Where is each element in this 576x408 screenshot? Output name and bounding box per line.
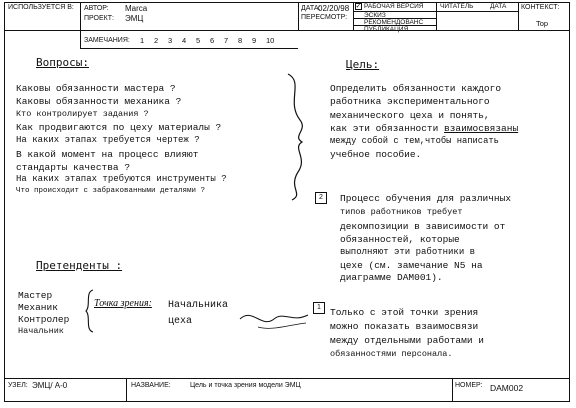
project-value: ЭМЦ [125, 14, 144, 23]
note-1-line: можно показать взаимосвязи [330, 321, 479, 332]
name-value: Цель и точка зрения модели ЭМЦ [190, 382, 301, 389]
note-number[interactable]: 1 [140, 36, 145, 45]
header-divider-1 [80, 2, 81, 31]
question-item: На каких этапах требуются инструменты ? [16, 174, 227, 184]
goal-line: работника экспериментального [330, 96, 490, 107]
node-value: ЭМЦ/ A-0 [32, 381, 68, 390]
context-value: Top [536, 19, 549, 28]
note-number[interactable]: 4 [182, 36, 187, 45]
candidate-item: Мастер [18, 290, 53, 301]
note-number[interactable]: 6 [210, 36, 215, 45]
candidate-item: Механик [18, 302, 58, 313]
question-item: Как продвигаются по цеху материалы ? [16, 122, 222, 133]
note-number[interactable]: 3 [168, 36, 173, 45]
goal-underlined-word: взаимосвязаны [444, 123, 519, 134]
question-item: Каковы обязанности мастера ? [16, 83, 176, 94]
viewpoint-value: Начальника [168, 300, 229, 311]
candidate-item: Контролер [18, 314, 70, 325]
goal-line: как эти обязанности [330, 123, 439, 134]
header-divider-3 [518, 2, 519, 31]
note-2-line: цехе (см. замечание N5 на [340, 260, 483, 271]
goal-line: между собой с тем,чтобы написать [330, 136, 499, 146]
status-recommended: РЕКОМЕНДОВАНС [364, 19, 424, 26]
note-2-marker[interactable]: 2 [315, 192, 327, 204]
questions-brace [282, 72, 312, 202]
context-label: КОНТЕКСТ: [521, 4, 560, 11]
author-value: Marca [125, 4, 148, 13]
note-2-line: обязанностей, которые [340, 234, 460, 245]
date-value: 02/20/98 [318, 4, 350, 13]
footer-top-rule [4, 378, 570, 379]
viewpoint-value: цеха [168, 316, 193, 327]
footer-divider-1 [126, 378, 127, 402]
number-label: НОМЕР: [455, 382, 483, 389]
check-mark-icon: ✓ [356, 1, 361, 10]
notes-numbers [140, 36, 280, 45]
questions-title: Вопросы: [36, 56, 89, 69]
note-2-line: диаграмме DAM001). [340, 272, 443, 283]
notes-left-rule [80, 30, 81, 48]
note-1-line: Только с этой точки зрения [330, 307, 479, 318]
author-label: АВТОР: [84, 5, 109, 12]
note-2-line: Процесс обучения для различных [340, 193, 512, 204]
reader-date-label: ДАТА [490, 3, 507, 10]
note-1-marker[interactable]: 1 [313, 302, 325, 314]
viewpoint-squiggle-arrow [236, 305, 316, 333]
note-2-line: декомпозиции в зависимости от [340, 221, 506, 232]
status-publication: ПУБЛИКАЦИЯ [364, 26, 409, 33]
header-divider-reader [436, 2, 437, 31]
number-value: DAM002 [490, 383, 524, 393]
status-checkbox-working[interactable] [355, 3, 362, 10]
goal-line: учебное пособие. [330, 149, 422, 160]
question-item: Каковы обязанности механика ? [16, 96, 182, 107]
question-item: Что происходит с забракованными деталями ? [16, 187, 206, 195]
header-divider-2 [298, 2, 299, 31]
question-item: Кто контролирует задания ? [16, 109, 149, 119]
reviewed-label: ПЕРЕСМОТР: [301, 14, 348, 21]
footer-divider-2 [452, 378, 453, 402]
note-number[interactable]: 5 [196, 36, 201, 45]
note-number[interactable]: 10 [266, 36, 275, 45]
reader-label: ЧИТАТЕЛЬ [440, 3, 474, 10]
project-label: ПРОЕКТ: [84, 15, 114, 22]
candidates-brace [82, 288, 96, 334]
header-bottom-rule [4, 30, 570, 31]
notes-bottom-rule [80, 48, 298, 49]
note-number[interactable]: 8 [238, 36, 243, 45]
candidate-item: Начальник [18, 326, 64, 336]
node-label: УЗЕЛ: [8, 382, 28, 389]
goal-line-with-emphasis [330, 123, 518, 134]
goal-title: Цель: [346, 58, 380, 71]
goal-line: механического цеха и понять, [330, 110, 490, 121]
note-1-line: обязанностями персонала. [330, 349, 453, 359]
reader-rule [436, 11, 518, 12]
status-working: РАБОЧАЯ ВЕРСИЯ [364, 3, 424, 10]
note-number[interactable]: 2 [154, 36, 159, 45]
note-1-line: между отдельными работами и [330, 335, 484, 346]
question-item: На каких этапах требуется чертеж ? [16, 135, 200, 145]
question-item: стандарты качества ? [16, 162, 131, 173]
used-in-label: ИСПОЛЬЗУЕТСЯ В: [8, 4, 74, 11]
goal-line: Определить обязанности каждого [330, 83, 502, 94]
date-label: ДАТА: [301, 5, 321, 12]
status-draft: ЭСКИЗ [364, 12, 386, 19]
note-number[interactable]: 7 [224, 36, 229, 45]
header-divider-status [353, 2, 354, 31]
notes-label: ЗАМЕЧАНИЯ: [84, 37, 130, 44]
question-item: В какой момент на процесс влияют [16, 149, 199, 160]
viewpoint-label: Точка зрения: [94, 298, 152, 309]
name-label: НАЗВАНИЕ: [131, 382, 171, 389]
note-2-line: выполняют эти работники в [340, 247, 476, 257]
note-number[interactable]: 9 [252, 36, 257, 45]
note-2-line: типов работников требует [340, 207, 463, 217]
candidates-title: Претенденты : [36, 259, 123, 272]
